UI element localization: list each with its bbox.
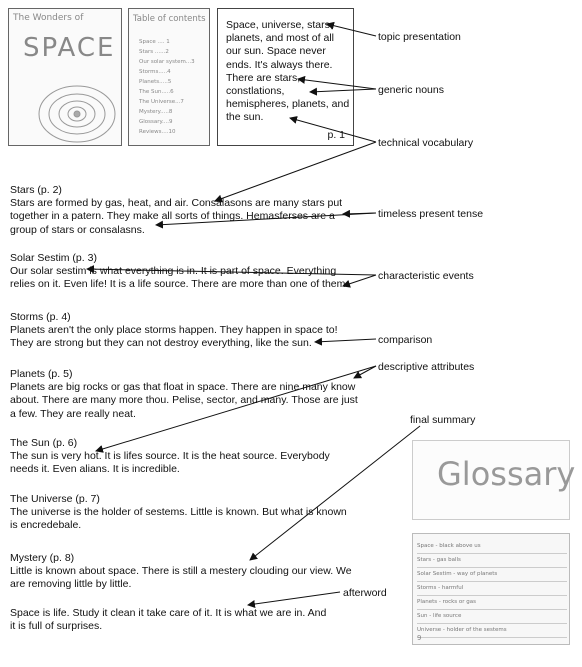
arrow-final-summary [250, 426, 420, 560]
cover-title-big: SPACE [23, 33, 116, 63]
toc-item: Glossary....9 [139, 119, 173, 125]
section-body: Stars are formed by gas, heat, and air. Consalasons are many stars put together in a patern. They make all sorts of things. Hemasferses are a group of stars or consalasns. [10, 197, 343, 236]
section-body: Planets are big rocks or gas that float in space. There are nine many know about. There are many more thou. Pelise, sector, and many. Those are just a few. They are really neat. [10, 381, 358, 420]
section-heading: Mystery (p. 8) [10, 552, 75, 564]
section-body: Space is life. Study it clean it take care of it. It is what we are in. And it is full of surprises. [10, 607, 327, 633]
arrow-events-2 [343, 275, 376, 286]
glossary-line: Stars - gas balls [417, 554, 567, 568]
toc-item: Mystery.....8 [139, 109, 173, 115]
section-body: Our solar sestim is what everything is in. It is part of space. Everything relies on it. Even life! It is a life source. There are more than one of them [10, 265, 346, 291]
label-comparison: comparison [378, 334, 433, 346]
glossary-line: Solar Sestim - way of planets [417, 568, 567, 582]
page-one-text: Space, universe, stars, planets, and most of all our sun. Space never ends. It's always there. There are stars, constlations, hemispheres, planets, and the sun. [226, 19, 350, 124]
toc-item: Space .... 1 [139, 39, 170, 45]
section-body: Planets aren't the only place storms happen. They happen in space to! They are strong but they can not destroy everything, like the sun. [10, 324, 338, 350]
label-generic-nouns: generic nouns [378, 84, 444, 96]
glossary-line: Sun - life source [417, 610, 567, 624]
section-body: The universe is the holder of sestems. Little is known. But what is known is encredebale. [10, 506, 347, 532]
label-technical-vocabulary: technical vocabulary [378, 137, 474, 149]
section-heading: Storms (p. 4) [10, 311, 71, 323]
label-afterword: afterword [343, 587, 387, 599]
label-characteristic-events: characteristic events [378, 270, 474, 282]
section-heading: Planets (p. 5) [10, 368, 73, 380]
section-heading: Stars (p. 2) [10, 184, 62, 196]
page-number: p. 1 [327, 129, 345, 141]
toc-item: Our solar system...3 [139, 59, 195, 65]
glossary-line: Universe - holder of the sestems [417, 624, 567, 638]
arrow-timeless-2 [156, 213, 376, 225]
glossary-title: Glossary [437, 455, 576, 493]
arrow-events-1 [87, 269, 376, 275]
toc-item: Stars ......2 [139, 49, 169, 55]
toc-item: Planets.....5 [139, 79, 172, 85]
arrow-generic-nouns-2 [310, 89, 376, 92]
toc-item: Reviews....10 [139, 129, 176, 135]
arrow-technical-1 [290, 118, 376, 142]
section-body: The sun is very hot. It is lifes source. It is the heat source. Everybody needs it. Even alians. It is incredible. [10, 450, 330, 476]
arrow-afterword [248, 592, 340, 605]
section-heading: Solar Sestim (p. 3) [10, 252, 97, 264]
section-heading: The Sun (p. 6) [10, 437, 78, 449]
toc-item: Storms.....4 [139, 69, 171, 75]
section-body: Little is known about space. There is still a mestery clouding our view. We are removing little by little. [10, 565, 352, 591]
arrow-topic-presentation [327, 24, 376, 36]
toc-item: The Sun.....6 [139, 89, 174, 95]
glossary-line: Space - black above us [417, 540, 567, 554]
label-descriptive-attributes: descriptive attributes [378, 361, 475, 373]
cover-title-small: The Wonders of [13, 13, 84, 23]
label-timeless-present-tense: timeless present tense [378, 208, 484, 220]
arrow-technical-2 [215, 142, 376, 201]
glossary-line: Storms - harmful [417, 582, 567, 596]
label-topic-presentation: topic presentation [378, 31, 461, 43]
toc-title: Table of contents [133, 14, 206, 24]
arrow-comparison [315, 339, 376, 342]
glossary-page-number: 9 [417, 634, 422, 642]
glossary-line: Planets - rocks or gas [417, 596, 567, 610]
toc-item: The Universe...7 [139, 99, 184, 105]
label-final-summary: final summary [410, 414, 476, 426]
section-heading: The Universe (p. 7) [10, 493, 100, 505]
arrow-generic-nouns-1 [298, 79, 376, 89]
arrow-descriptive-2 [96, 366, 376, 451]
